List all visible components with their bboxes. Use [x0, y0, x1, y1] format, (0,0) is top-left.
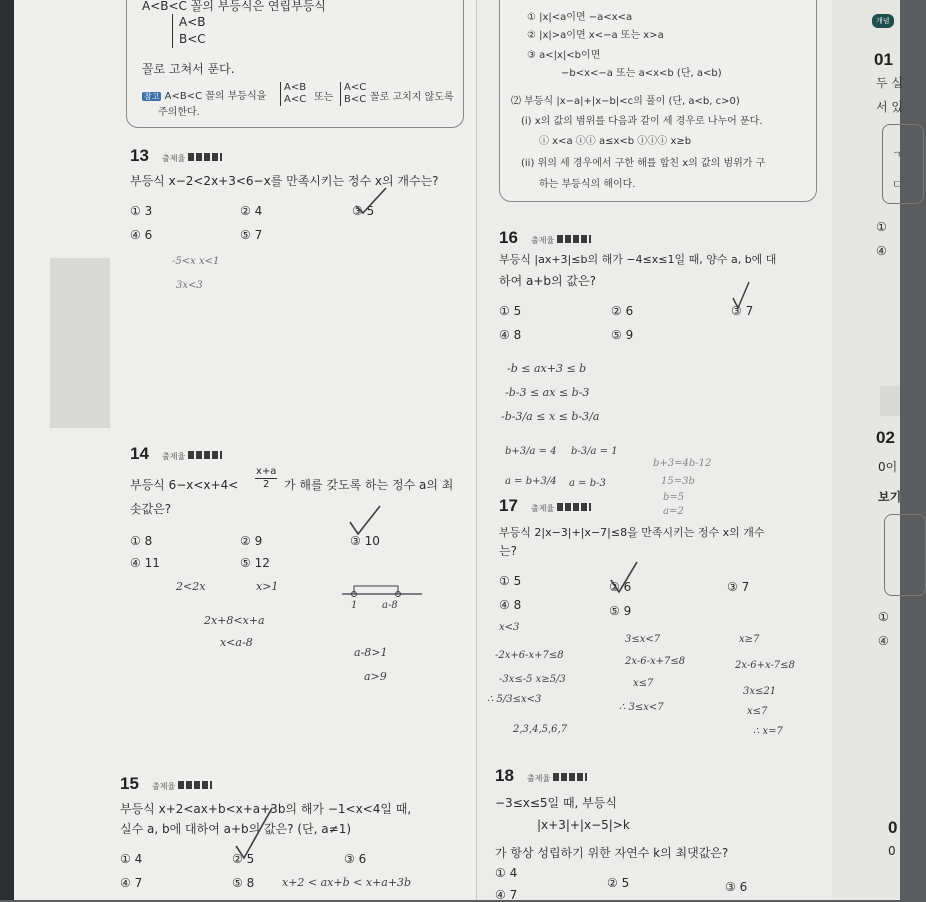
q13-note-2: 3x<3 — [176, 280, 203, 291]
bleed-through-shade — [50, 258, 110, 428]
q16-note-8: b+3=4b-12 — [653, 458, 712, 469]
q18-option-1[interactable]: ① 4 — [495, 866, 518, 880]
q15-note-1: x+2 < ax+b < x+a+3b — [282, 876, 412, 889]
right-q-number: 0 — [888, 818, 898, 837]
concept-line-8: (ii) 위의 세 경우에서 구한 해를 합친 x의 값의 범위가 구 — [521, 158, 766, 169]
q18-option-2[interactable]: ② 5 — [607, 876, 630, 890]
concept-line-1: ① |x|<a이면 −a<x<a — [527, 12, 633, 23]
q16-option-5[interactable]: ⑤ 9 — [611, 328, 634, 342]
q17-case3-1: x≥7 — [739, 634, 760, 645]
q13-number: 13 — [130, 146, 149, 165]
hint-d1: A<C — [344, 82, 367, 93]
q16-header — [499, 228, 591, 248]
q17-header — [499, 496, 591, 516]
difficulty-chevrons-icon — [188, 153, 222, 161]
q16-note-1: -b ≤ ax+3 ≤ b — [507, 362, 587, 375]
q18-text-b: |x+3|+|x−5|>k — [537, 818, 630, 832]
q14-text-c: 솟값은? — [130, 502, 172, 516]
checkmark-icon — [354, 186, 388, 216]
concept-tab[interactable]: 개념 — [872, 14, 894, 28]
q16-text-b: 하여 a+b의 값은? — [499, 274, 596, 288]
q13-note-1: -5<x x<1 — [172, 256, 220, 267]
q14-note-6: a>9 — [364, 670, 387, 683]
q16-note-2: -b-3 ≤ ax ≤ b-3 — [505, 386, 590, 399]
checkmark-icon — [731, 280, 751, 310]
q17-case2-4: ∴ 3≤x<7 — [619, 702, 664, 713]
bleed-through-shade — [880, 386, 900, 416]
q17-case2-3: x≤7 — [633, 678, 654, 689]
system-braces — [172, 14, 206, 48]
right-option-4b[interactable]: ④ — [878, 634, 889, 648]
q17-case3-5: ∴ x=7 — [753, 726, 783, 737]
q17-case1-4: ∴ 5/3≤x<3 — [487, 694, 542, 705]
q17-number: 17 — [499, 496, 518, 515]
q13-header — [130, 146, 222, 166]
q17-case3-3: 3x≤21 — [743, 686, 777, 697]
q14-option-2[interactable]: ② 9 — [240, 534, 263, 548]
q15-number: 15 — [120, 774, 139, 793]
right-page — [832, 0, 903, 900]
q15-option-2[interactable]: ② 5 — [232, 852, 255, 866]
q17-case2-1: 3≤x<7 — [625, 634, 661, 645]
q17-option-1[interactable]: ① 5 — [499, 574, 522, 588]
concept-line-6: (i) x의 값의 범위를 다음과 같이 세 경우로 나누어 푼다. — [521, 116, 763, 127]
q16-note-7: a = b-3 — [569, 478, 606, 489]
right-q01-number: 01 — [874, 50, 893, 69]
q15-tag: 출제율 — [152, 782, 176, 791]
sys-line-1: A<B — [179, 15, 206, 29]
q17-case1-2: -2x+6-x+7≤8 — [495, 650, 564, 661]
checkmark-icon — [348, 504, 382, 538]
q17-case1-1: x<3 — [499, 622, 520, 633]
hint-b1: A<B — [284, 82, 307, 93]
difficulty-chevrons-icon — [557, 235, 591, 243]
q13-option-4[interactable]: ④ 6 — [130, 228, 153, 242]
q17-case3-4: x≤7 — [747, 706, 768, 717]
q17-text-b: 는? — [499, 544, 517, 558]
q13-text: 부등식 x−2<2x+3<6−x를 만족시키는 정수 x의 개수는? — [130, 174, 439, 188]
q14-text-a: 부등식 6−x<x+4< — [130, 478, 239, 492]
q15-text-a: 부등식 x+2<ax+b<x+a+3b의 해가 −1<x<4일 때, — [120, 802, 412, 816]
q17-case1-3: -3x≤-5 x≥5/3 — [499, 674, 566, 685]
right-line-1: 두 실 — [876, 76, 903, 90]
q18-number: 18 — [495, 766, 514, 785]
right-example-box-2 — [884, 514, 926, 596]
q14-option-1[interactable]: ① 8 — [130, 534, 153, 548]
q15-option-4[interactable]: ④ 7 — [120, 876, 143, 890]
q18-text-c: 가 항상 성립하기 위한 자연수 k의 최댓값은? — [495, 846, 729, 860]
q13-option-2[interactable]: ② 4 — [240, 204, 263, 218]
q16-note-4: b+3/a = 4 — [505, 446, 557, 457]
q18-option-4[interactable]: ④ 7 — [495, 888, 518, 902]
q14-note-2: x>1 — [256, 580, 279, 593]
hint-system-2 — [340, 82, 366, 106]
hint-label: 참고 — [144, 92, 160, 101]
numline-label-2: a-8 — [382, 600, 398, 611]
concept-line-3: ③ a<|x|<b이면 — [527, 50, 601, 61]
q16-option-1[interactable]: ① 5 — [499, 304, 522, 318]
left-page — [14, 0, 476, 900]
q14-note-5: a-8>1 — [354, 646, 388, 659]
right-line-2: 서 있 — [876, 100, 903, 114]
q17-option-3[interactable]: ③ 7 — [727, 580, 750, 594]
q16-text-a: 부등식 |ax+3|≤b의 해가 −4≤x≤1일 때, 양수 a, b에 대 — [499, 253, 777, 266]
q15-text-b: 실수 a, b에 대하여 a+b의 값은? (단, a≠1) — [120, 822, 352, 836]
q17-option-2[interactable]: ② 6 — [609, 580, 632, 594]
q15-option-5[interactable]: ⑤ 8 — [232, 876, 255, 890]
q17-option-5[interactable]: ⑤ 9 — [609, 604, 632, 618]
q14-fraction — [255, 466, 277, 491]
q16-option-4[interactable]: ④ 8 — [499, 328, 522, 342]
hint-text-a: A<B<C 꼴의 부등식을 — [164, 91, 267, 102]
summary-line-2: 꼴로 고쳐서 푼다. — [142, 62, 235, 76]
q16-tag: 출제율 — [531, 236, 555, 245]
q18-header — [495, 766, 587, 786]
q18-option-3[interactable]: ③ 6 — [725, 880, 748, 894]
q17-case2-2: 2x-6-x+7≤8 — [625, 656, 686, 667]
q13-option-5[interactable]: ⑤ 7 — [240, 228, 263, 242]
q14-option-5[interactable]: ⑤ 12 — [240, 556, 270, 570]
q17-text-a: 부등식 2|x−3|+|x−7|≤8을 만족시키는 정수 x의 개수 — [499, 526, 765, 539]
q16-note-10: b=5 — [663, 492, 685, 503]
middle-page — [476, 0, 833, 900]
summary-line-1: A<B<C 꼴의 부등식은 연립부등식 — [142, 0, 326, 13]
q14-option-4[interactable]: ④ 11 — [130, 556, 160, 570]
q16-note-11: a=2 — [663, 506, 684, 517]
right-line-5: 0 — [888, 844, 896, 858]
difficulty-chevrons-icon — [178, 781, 212, 789]
difficulty-chevrons-icon — [553, 773, 587, 781]
q16-note-9: 15=3b — [661, 476, 695, 487]
q17-case3-2: 2x-6+x-7≤8 — [735, 660, 795, 671]
numline-label-1: 1 — [351, 600, 358, 611]
q15-option-3[interactable]: ③ 6 — [344, 852, 367, 866]
hint-text-e: 꼴로 고치지 않도록 — [370, 92, 454, 103]
q14-option-3[interactable]: ③ 10 — [350, 534, 380, 548]
right-line-3: 0이 — [878, 460, 898, 474]
q18-text-a: −3≤x≤5일 때, 부등식 — [495, 796, 617, 810]
difficulty-chevrons-icon — [188, 451, 222, 459]
q17-case1-5: 2,3,4,5,6,7 — [513, 724, 568, 735]
concept-line-7: ⓘ x<a ⓘⓘ a≤x<b ⓘⓘⓘ x≥b — [539, 136, 692, 147]
q15-option-1[interactable]: ① 4 — [120, 852, 143, 866]
q13-tag: 출제율 — [162, 154, 186, 163]
right-option-1[interactable]: ① — [876, 220, 887, 234]
q14-tag: 출제율 — [162, 452, 186, 461]
concept-line-4: −b<x<−a 또는 a<x<b (단, a<b) — [561, 68, 722, 79]
hint-system-1 — [280, 82, 306, 106]
right-box-1: ㄱ — [892, 150, 902, 161]
hint-row — [142, 87, 266, 102]
q18-tag: 출제율 — [527, 774, 551, 783]
hint-or: 또는 — [314, 92, 334, 103]
q14-note-3: 2x+8<x+a — [204, 614, 265, 627]
q16-number: 16 — [499, 228, 518, 247]
q16-note-5: b-3/a = 1 — [571, 446, 618, 457]
q16-note-6: a = b+3/4 — [505, 476, 557, 487]
right-line-4: 보기 — [878, 490, 902, 504]
right-box-2: ㄷ — [892, 180, 902, 191]
q16-option-3[interactable]: ③ 7 — [731, 304, 754, 318]
hint-b2: A<C — [284, 94, 307, 105]
q14-text-b: 가 해를 갖도록 하는 정수 a의 최 — [284, 478, 454, 492]
q14-note-1: 2<2x — [176, 580, 206, 593]
hint-text-f: 주의한다. — [158, 107, 200, 118]
q17-tag: 출제율 — [531, 504, 555, 513]
right-q02-number: 02 — [876, 428, 895, 447]
q17-option-4[interactable]: ④ 8 — [499, 598, 522, 612]
concept-line-5: ⑵ 부등식 |x−a|+|x−b|<c의 풀이 (단, a<b, c>0) — [511, 96, 740, 107]
concept-line-9: 하는 부등식의 해이다. — [539, 179, 636, 190]
right-option-1b[interactable]: ① — [878, 610, 889, 624]
right-example-box — [882, 124, 924, 204]
checkmark-icon — [609, 560, 639, 596]
q14-frac-den: 2 — [263, 479, 270, 490]
q13-option-3[interactable]: ③ 5 — [352, 204, 375, 218]
q13-option-1[interactable]: ① 3 — [130, 204, 153, 218]
q14-frac-num: x+a — [256, 466, 277, 477]
q16-note-3: -b-3/a ≤ x ≤ b-3/a — [501, 410, 600, 423]
checkmark-icon — [234, 806, 274, 860]
difficulty-chevrons-icon — [557, 503, 591, 511]
right-option-4[interactable]: ④ — [876, 244, 887, 258]
concept-line-2: ② |x|>a이면 x<−a 또는 x>a — [527, 30, 664, 41]
q14-header — [130, 444, 222, 464]
q15-header — [120, 774, 212, 794]
hint-d2: B<C — [344, 94, 367, 105]
q14-number: 14 — [130, 444, 149, 463]
q16-option-2[interactable]: ② 6 — [611, 304, 634, 318]
sys-line-2: B<C — [179, 32, 206, 46]
q14-note-4: x<a-8 — [220, 636, 253, 649]
